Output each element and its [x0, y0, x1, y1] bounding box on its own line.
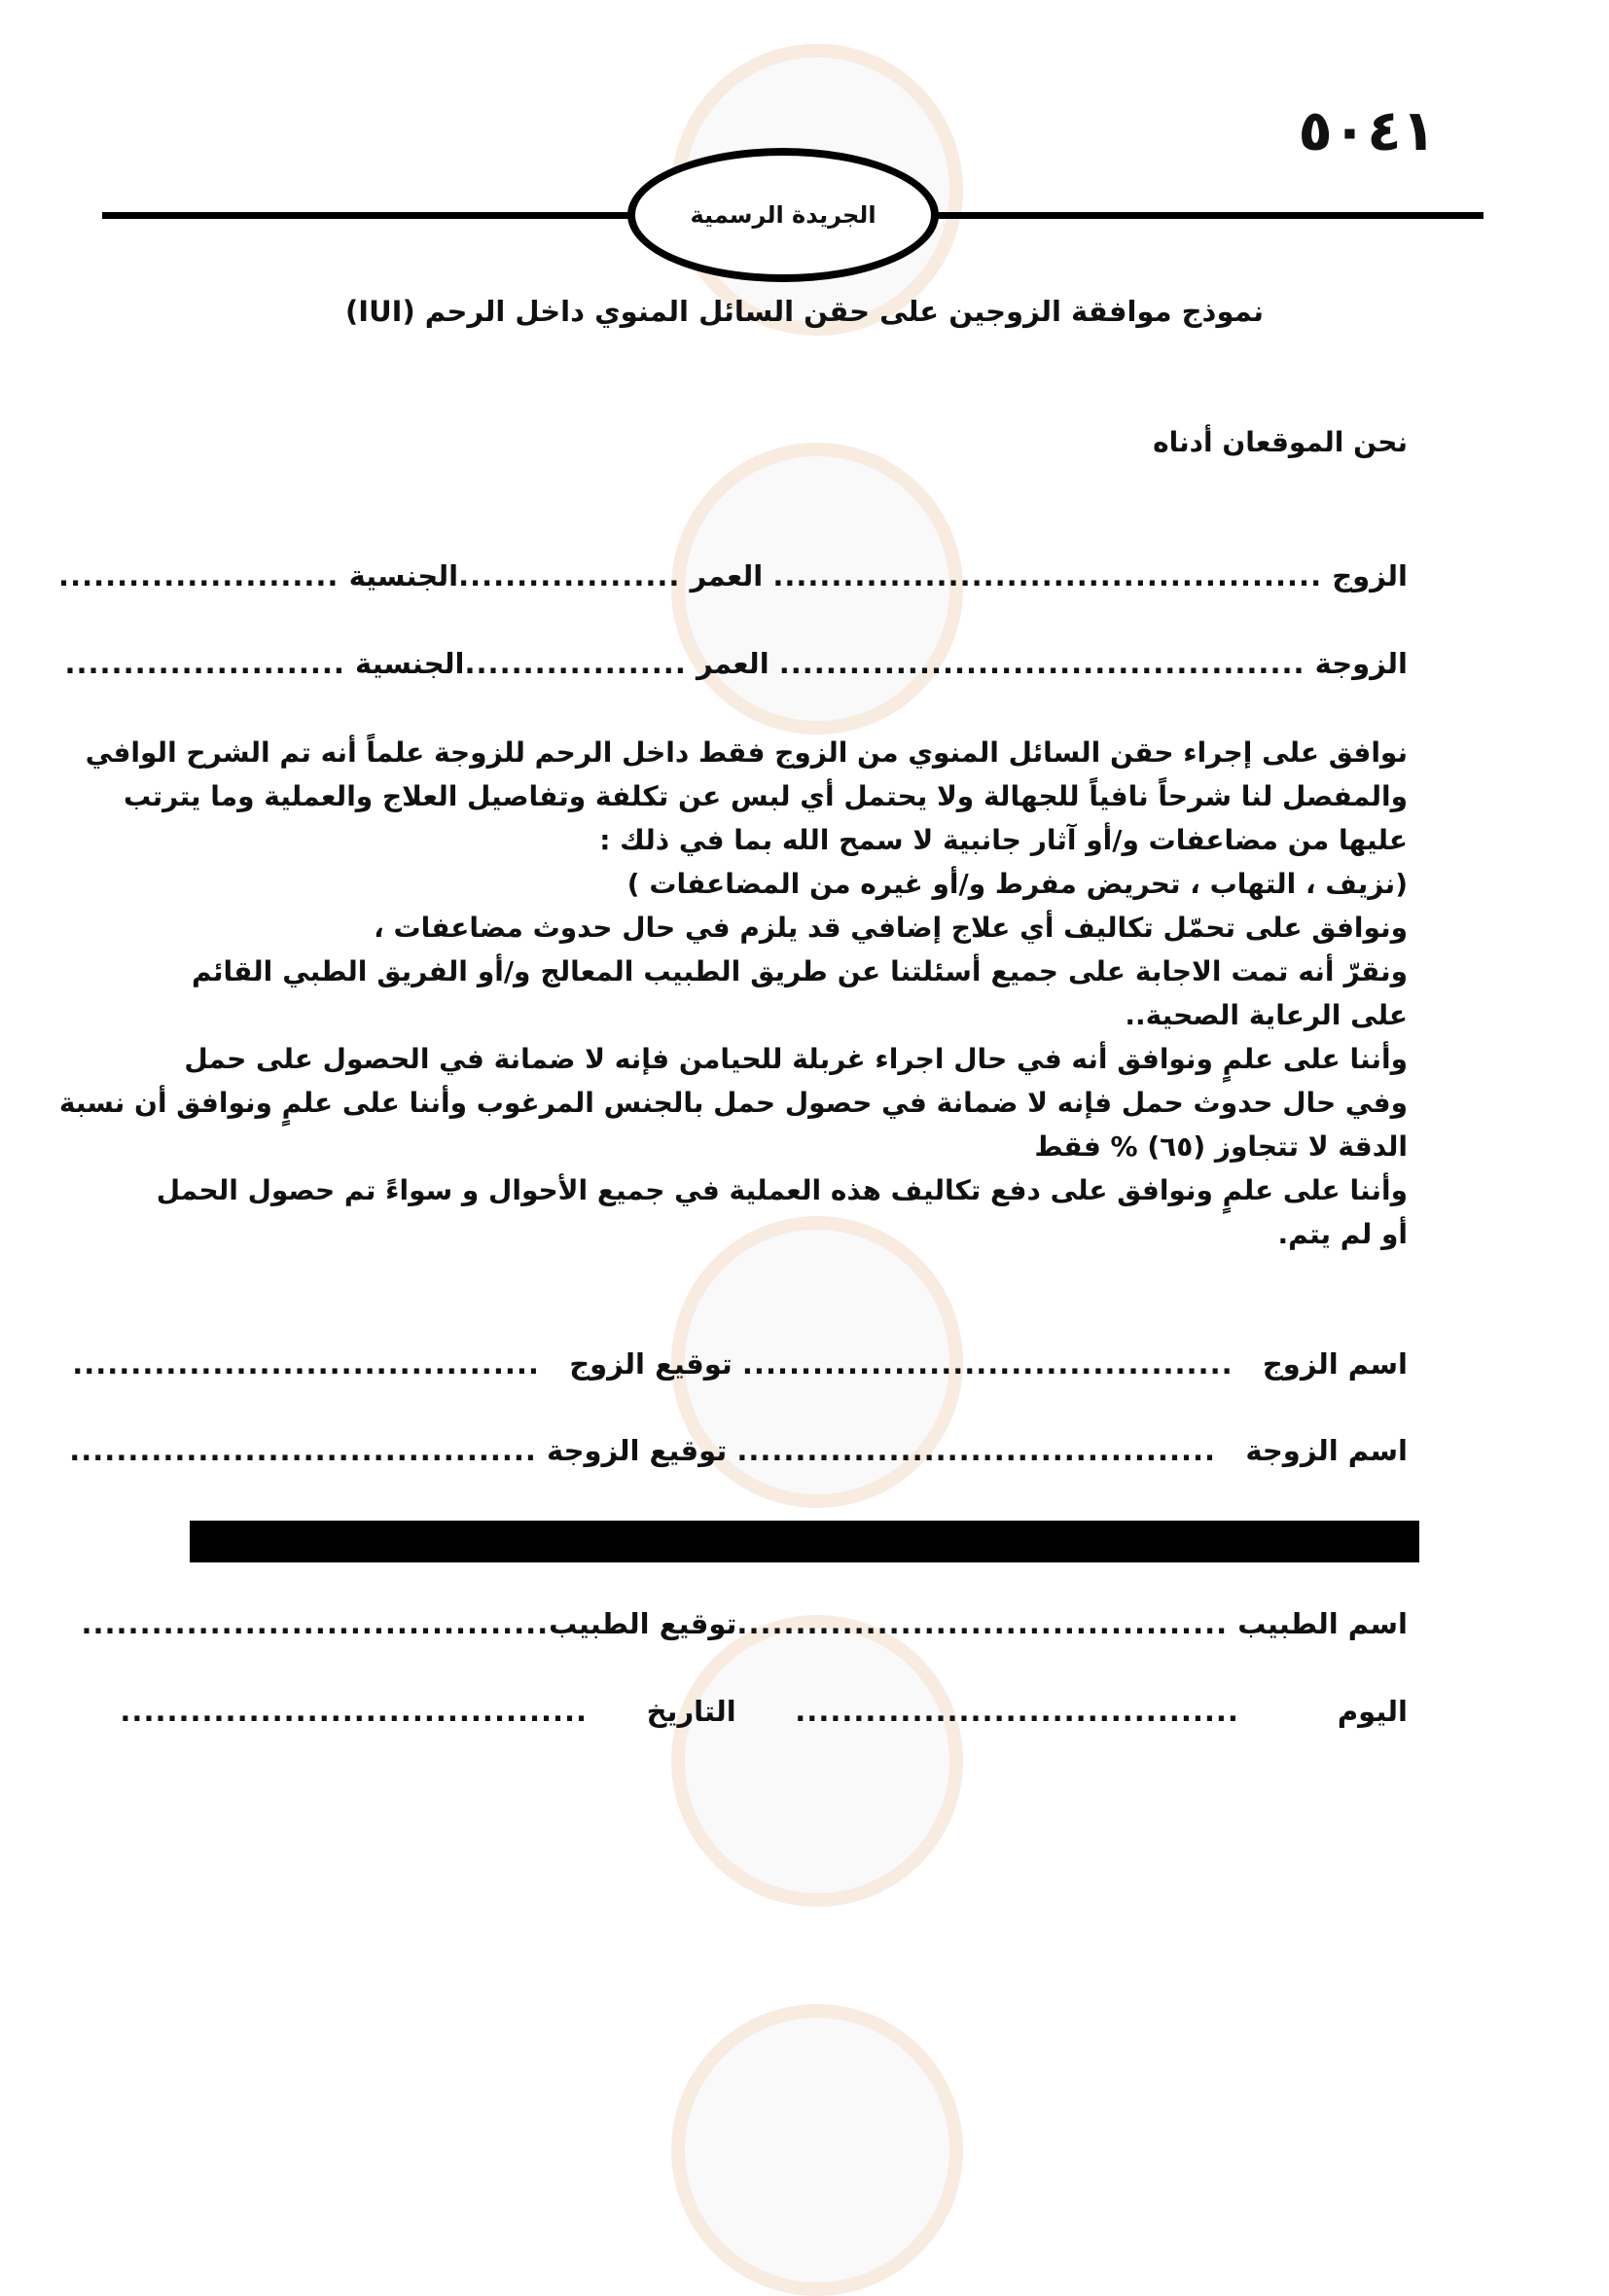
husband-name-field[interactable]: ...............................................	[772, 559, 1323, 592]
body-line: وأننا على علمٍ ونوافق على دفع تكاليف هذه العملية في جميع الأحوال و سواءً تم حصول الحمل	[156, 1174, 1408, 1206]
nationality-label: الجنسية	[348, 559, 459, 592]
body-line: والمفصل لنا شرحاً نافياً للجهالة ولا يحتمل أي لبس عن تكلفة وتفاصيل العلاج والعملية وما يترتب	[124, 780, 1408, 812]
date-field[interactable]: ........................................	[120, 1695, 589, 1728]
husband-age-field[interactable]: ...................	[458, 559, 681, 592]
wife-nationality-field[interactable]: ........................	[64, 647, 345, 680]
body-line: الدقة لا تتجاوز (٦٥) % فقط	[1034, 1130, 1408, 1163]
intro-text: نحن الموقعان أدناه	[1153, 426, 1408, 458]
wife-name-input[interactable]: .........................................	[736, 1434, 1217, 1467]
doctor-name-field[interactable]: ..........................................	[736, 1607, 1229, 1640]
wife-signature-label: توقيع الزوجة	[547, 1434, 728, 1467]
body-line: نوافق على إجراء حقن السائل المنوي من الزوج فقط داخل الرحم للزوجة علماً أنه تم الشرح الوافي	[85, 736, 1408, 769]
body-line: ونوافق على تحمّل تكاليف أي علاج إضافي قد يلزم في حال حدوث مضاعفات ،	[374, 912, 1408, 944]
wife-signature-field[interactable]: ........................................	[69, 1434, 537, 1467]
husband-signature-label: توقيع الزوج	[569, 1347, 733, 1381]
body-line: ونقرّ أنه تمت الاجابة على جميع أسئلتنا عن طريق الطبيب المعالج و/أو الفريق الطبي القائم	[192, 955, 1408, 987]
form-title: نموذج موافقة الزوجين على حقن السائل المنوي داخل الرحم (IUI)	[345, 295, 1264, 328]
doctor-row	[81, 1607, 1408, 1640]
age-label: العمر	[696, 647, 769, 680]
doctor-signature-field[interactable]: ........................................	[81, 1607, 550, 1640]
page-number: ٥٠٤١	[1298, 97, 1436, 163]
age-label: العمر	[690, 559, 764, 592]
nationality-label: الجنسية	[355, 647, 465, 680]
husband-nationality-field[interactable]: ........................	[58, 559, 340, 592]
wife-signature-row	[69, 1434, 1408, 1467]
wife-age-field[interactable]: ...................	[464, 647, 687, 680]
husband-label: الزوج	[1332, 559, 1408, 592]
husband-signature-row	[72, 1347, 1408, 1381]
body-line: عليها من مضاعفات و/أو آثار جانبية لا سمح الله بما في ذلك :	[599, 824, 1408, 856]
doctor-signature-label: توقيع الطبيب	[549, 1607, 737, 1640]
day-label: اليوم	[1337, 1695, 1408, 1728]
date-label: التاريخ	[646, 1695, 736, 1728]
husband-name-label: اسم الزوج	[1262, 1347, 1408, 1381]
wife-info-row	[64, 647, 1408, 680]
husband-name-input[interactable]: ..........................................	[741, 1347, 1234, 1381]
body-line: وأننا على علمٍ ونوافق أنه في حال اجراء غربلة للحيامن فإنه لا ضمانة في الحصول على حمل	[184, 1043, 1408, 1075]
husband-info-row	[58, 559, 1408, 592]
body-line: (نزيف ، التهاب ، تحريض مفرط و/أو غيره من المضاعفات )	[626, 868, 1408, 900]
doctor-name-label: اسم الطبيب	[1237, 1607, 1408, 1640]
gazette-oval-label: الجريدة الرسمية	[627, 148, 939, 282]
wife-name-label: اسم الزوجة	[1245, 1434, 1408, 1467]
wife-name-field[interactable]: .............................................	[778, 647, 1305, 680]
husband-signature-field[interactable]: ........................................	[72, 1347, 540, 1381]
body-line: على الرعاية الصحية..	[1125, 999, 1408, 1031]
body-line: أو لم يتم.	[1277, 1218, 1408, 1250]
body-line: وفي حال حدوث حمل فإنه لا ضمانة في حصول حمل بالجنس المرغوب وأننا على علمٍ ونوافق أن نسبة	[58, 1087, 1408, 1119]
separator-bar	[190, 1521, 1419, 1562]
watermark-clock-icon	[671, 2004, 963, 2296]
wife-label: الزوجة	[1314, 647, 1408, 680]
watermark-clock-icon	[671, 1615, 963, 1907]
date-row	[120, 1695, 1408, 1728]
day-field[interactable]: ......................................	[795, 1695, 1239, 1728]
